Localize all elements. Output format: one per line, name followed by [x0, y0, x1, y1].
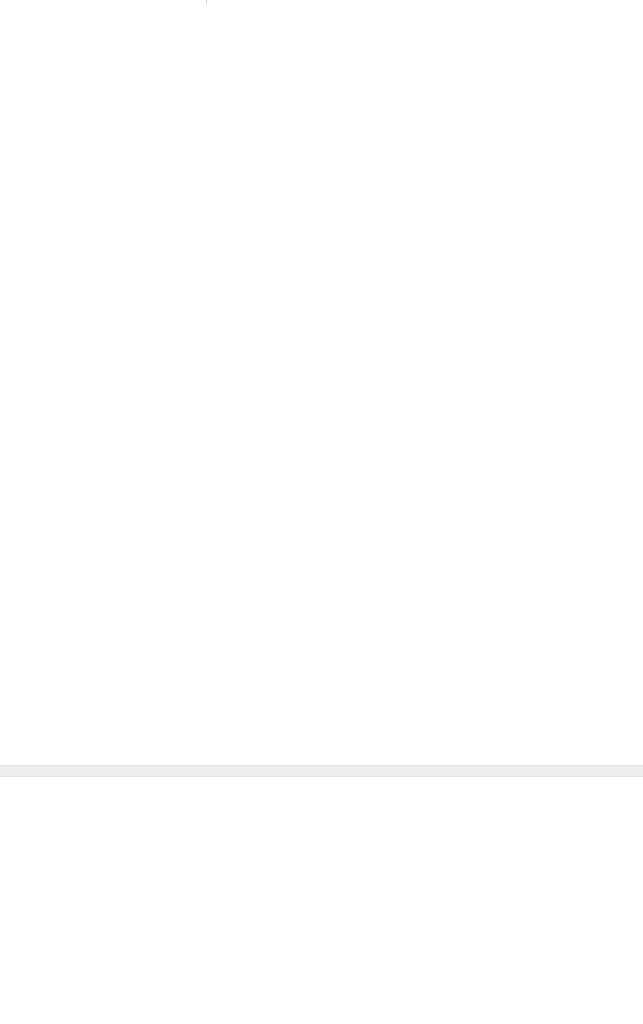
column-divider	[206, 0, 207, 4]
page-break-bar	[0, 765, 643, 777]
